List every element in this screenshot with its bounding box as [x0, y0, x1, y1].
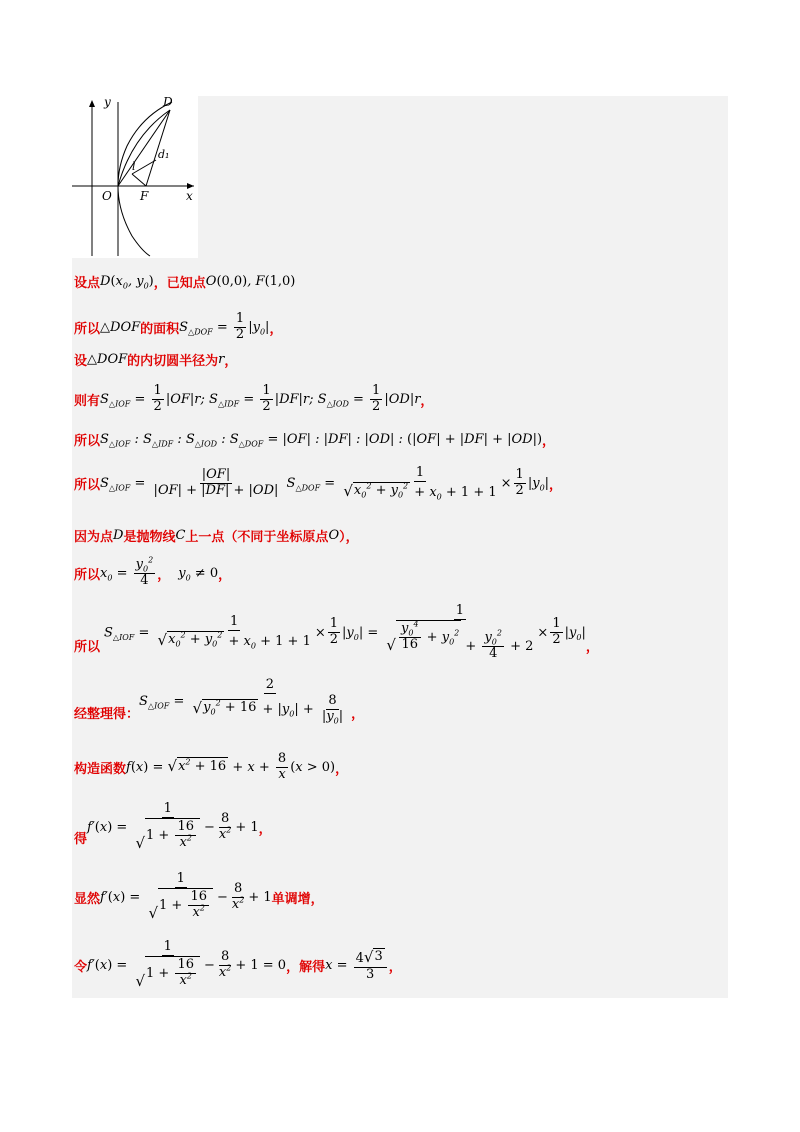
formula: f′(x) = 1 √ 1 + $\frac{16}{x^2}$ − $\frac{8}{x^2}$ + 1 [87, 801, 259, 852]
label-d: D [163, 96, 173, 109]
text: 因为点 [74, 530, 114, 545]
formula: $D(x_0$, $y_0$) [100, 274, 154, 291]
text: 得 [74, 831, 88, 847]
text: ， [542, 434, 556, 449]
formula: △DOF [87, 352, 128, 367]
formula: $S_{\triangle IOF}$ = $\frac{|OF|}{|OF| + |DF| + |OD|}$ $S_{\triangle DOF}$ = 1 √ $x_0^2 + y_0^2$ + $x_0 + 1 + 1$ × $\frac{1}{2}$ $|y_0|$ [100, 465, 550, 502]
text: ， [549, 477, 563, 493]
text: ， [157, 567, 171, 583]
text: ，解得 [286, 959, 326, 975]
formula: f′(x) = 1 √ 1 + $\frac{16}{x^2}$ − $\frac{8}{x^2}$ + 1 [100, 871, 272, 922]
text: 所以 [74, 567, 101, 583]
text: ， [258, 821, 272, 837]
parabola-figure [72, 96, 198, 258]
formula: $S_{\triangle IOF}$ : $S_{\triangle IDF}$ : $S_{\triangle IOD}$ : $S_{\triangle DOF} = |OF|$ : |DF| : |OD| : (|OF| + |DF| + |OD|) [100, 432, 543, 449]
solution-line-7 [74, 526, 359, 545]
text: 单调增， [271, 891, 324, 907]
solution-line-13 [74, 872, 324, 923]
text: 设 [74, 354, 88, 369]
label-f: F [140, 189, 149, 203]
text: ， [420, 393, 434, 409]
solution-line-3 [74, 350, 237, 369]
text: ， [351, 706, 365, 722]
formula: O [328, 528, 340, 543]
text: 所以 [74, 477, 101, 493]
text: 是抛物线 [123, 530, 176, 545]
text: ， [335, 761, 349, 777]
formula: r [218, 352, 225, 367]
solution-line-4 [74, 384, 433, 415]
text: 则有 [74, 393, 101, 409]
text: 的面积 [140, 321, 180, 337]
solution-line-11 [74, 752, 348, 783]
text: ， [585, 640, 599, 656]
text: 上一点（不同于坐标原点 [185, 530, 329, 545]
text: 所以 [74, 434, 101, 449]
label-l: l [132, 160, 136, 173]
text: 所以 [74, 321, 101, 337]
solution-line-2 [74, 312, 282, 343]
formula: f′(x) = 1 √ 1 + $\frac{16}{x^2}$ − $\frac{8}{x^2}$ + 1 = 0 [87, 939, 287, 990]
formula: $S_{\triangle DOF}$ = $\frac{1}{2}$ $|y_0|$ [179, 311, 270, 342]
formula: △DOF [100, 319, 141, 335]
formula: $S_{\triangle IOF}$ = $\frac{1}{2}$ |OF|r; $S_{\triangle IDF}$ = $\frac{1}{2}$ |DF|r; $S_{\triangle IOD}$ = $\frac{1}{2}$ |OD|r [100, 383, 421, 414]
solution-line-6 [74, 466, 562, 501]
text: 的内切圆半径为 [127, 354, 219, 369]
solution-line-10 [74, 678, 364, 725]
formula: $S_{\triangle IOF}$ = 1 √ $x_0^2 + y_0^2$ + $x_0 + 1 + 1$ × $\frac{1}{2}$ $|y_0|$ = 1 √ $\frac{y_0^4}{16}$ + $y_0^2$ + $\frac{y_0^2}{4}$ + 2 × $\frac{1}{2}$ $|y_0|$ [104, 603, 586, 661]
label-y: y [104, 96, 111, 109]
text: ）， [339, 530, 359, 545]
text: 令 [74, 959, 88, 975]
text: ， [269, 321, 283, 337]
text: ， [224, 354, 238, 369]
formula: C [175, 528, 186, 543]
formula: O(0,0), F(1,0) [205, 274, 296, 289]
label-d1: d₁ [158, 148, 170, 161]
text: 所以 [74, 640, 101, 656]
label-o: O [102, 189, 112, 203]
formula: $y_0 \ne 0$ [178, 565, 219, 583]
formula: x = 4 √ 3 3 [325, 948, 389, 983]
parabola-diagram [72, 96, 198, 258]
formula: $x_0$ = $\frac{y_0^2}{4}$ [100, 555, 154, 588]
text: 构造函数 [74, 761, 127, 777]
label-x: x [186, 189, 193, 203]
formula: D [113, 528, 124, 543]
text: ， [388, 959, 402, 975]
solution-line-5 [74, 430, 555, 449]
solution-line-9 [74, 604, 599, 662]
solution-line-8 [74, 555, 232, 589]
formula: f(x) = √ $x^2 + 16$ + x + $\frac{8}{x}$ (x > 0) [126, 751, 336, 782]
text: 设点 [74, 276, 101, 291]
solution-line-14 [74, 940, 402, 991]
text: 经整理得： [74, 706, 140, 722]
solution-line-12 [74, 802, 272, 853]
formula: $S_{\triangle IOF}$ = 2 √ $y_0^2 + 16$ + $|y_0|$ + $\frac{8}{|y_0|}$ [139, 677, 344, 726]
text: 显然 [74, 891, 101, 907]
text: ，已知点 [153, 276, 206, 291]
solution-line-1 [74, 272, 295, 291]
text: ， [218, 567, 232, 583]
